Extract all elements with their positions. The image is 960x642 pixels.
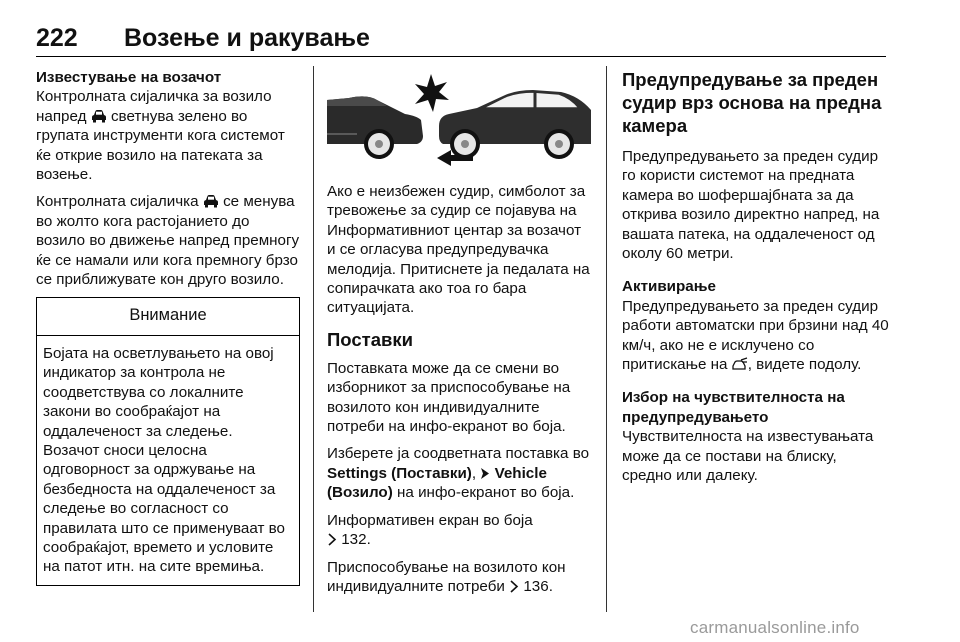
menu-settings-label: Settings (Поставки) <box>327 464 472 482</box>
section-heading: Известување на возачот <box>36 69 222 86</box>
subsection-heading: Избор на чувствителноста на предупредувањето <box>622 389 845 426</box>
column-3 <box>622 68 890 494</box>
watermark: carmanualsonline.info <box>690 618 860 637</box>
warning-title: Внимание <box>37 298 299 335</box>
vehicle-ahead-icon <box>203 194 219 208</box>
paragraph: Приспособување на возилото кон индивидуалните потреби 136. <box>327 558 566 595</box>
paragraph: Контролната сијаличка за возило напред светнува зелено во групата инструменти кога системот ќе открие возило на патеката за возење. <box>36 88 285 184</box>
paragraph: Контролната сијаличка се менува во жолто кога растојанието до возило во движење напред премногу ќе се намали или кога премногу брзо се приближувате кон друго возило. <box>36 193 300 289</box>
rear-car-graphic <box>327 96 423 159</box>
page-header <box>36 22 886 57</box>
paragraph: Информативен екран во боја 132. <box>327 511 533 549</box>
arrow-right-icon <box>480 467 490 480</box>
menu-vehicle-label: Vehicle (Возило) <box>327 464 547 502</box>
collision-star-icon <box>415 74 449 112</box>
page-reference-icon <box>509 580 519 593</box>
column-2 <box>327 68 593 604</box>
paragraph: Ако е неизбежен судир, симболот за тревожење за судир се појавува на Информативниот центар за возачот и се огласува предупредувачка мелодија. Притиснете ја педалата на сопирачката ако тоа го бара ситуацијата. <box>327 183 590 317</box>
front-car-graphic <box>439 90 591 159</box>
column-divider <box>606 66 607 612</box>
warning-box <box>36 297 300 585</box>
warning-body <box>37 336 299 585</box>
section-heading: Предупредување за преден судир врз основа на предна камера <box>622 69 882 136</box>
warning-text: Бојата на осветлувањето на овој индикатор за контрола не соодветствува со локалните закони во сообраќајот на оддалеченост за следење. <box>43 344 274 440</box>
column-1 <box>36 68 300 586</box>
paragraph: Поставката може да се смени во изборникот за приспособување на возилото кон индивидуалните потреби на инфо-екранот во боја. <box>327 359 571 436</box>
paragraph: Предупредувањето за преден судир работи автоматски при брзини над 40 км/ч, ако не е исклучено со притискање на , видете подолу. <box>622 297 889 374</box>
collision-illustration <box>327 70 593 172</box>
page-reference-icon <box>327 533 337 546</box>
subsection-heading: Активирање <box>622 278 716 296</box>
forward-collision-button-icon <box>732 357 748 371</box>
section-heading: Поставки <box>327 328 413 350</box>
page-number: 222 <box>36 24 78 52</box>
vehicle-ahead-icon <box>91 109 107 123</box>
column-divider <box>313 66 314 612</box>
chapter-title: Возење и ракување <box>124 24 370 52</box>
warning-text: Возачот сноси целосна одговорност за одржување на безбедноста на оддалеченост за следење во согласност со правилата што се применуваат во сообраќајот, времето и условите на патот итн. на сите времиња. <box>43 441 285 576</box>
paragraph: Изберете ја соодветната поставка во Settings (Поставки), Vehicle (Возило) на инфо-екранот во боја. <box>327 445 590 502</box>
paragraph: Предупредувањето за преден судир го користи системот на предната камера во шофершајбната за да открива возило директно напред, на вашата патека, на оддалеченост од околу 60 метри. <box>622 148 880 263</box>
paragraph: Чувствителноста на известувањата може да се постави на блиску, средно или далеку. <box>622 428 874 485</box>
